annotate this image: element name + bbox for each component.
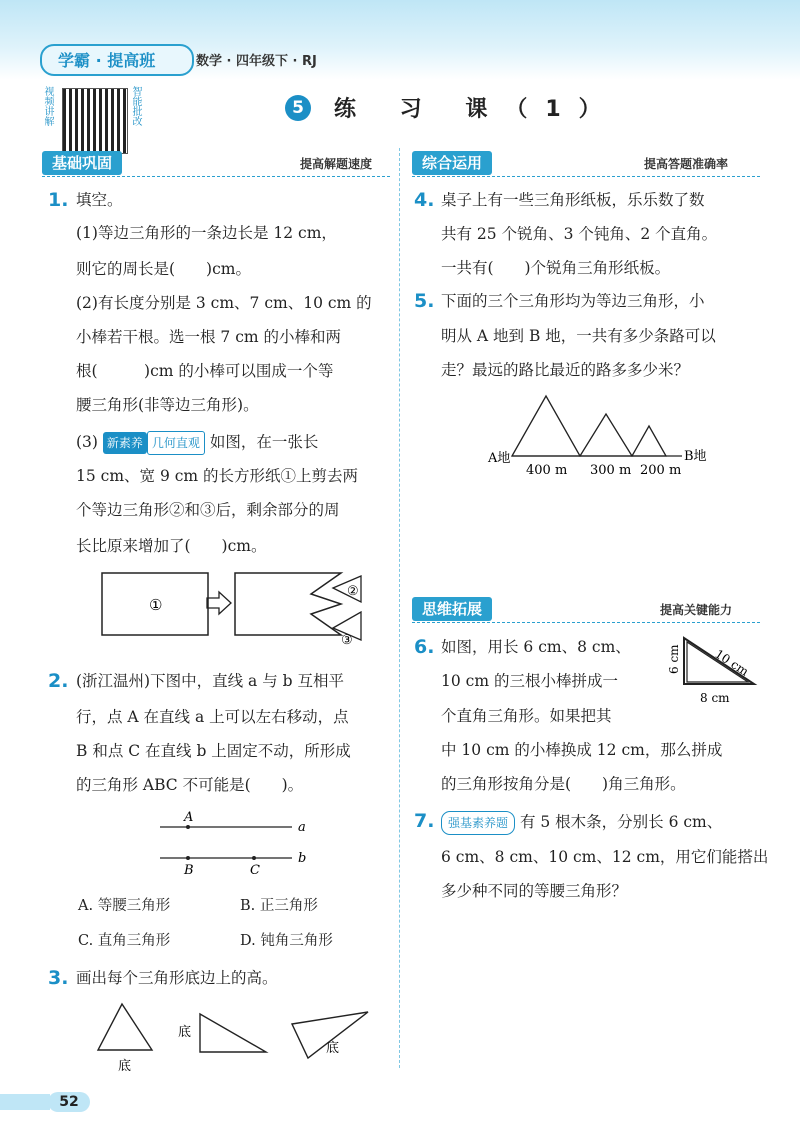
section-basic-label: 基础巩固 — [42, 151, 122, 175]
triangle-200 — [632, 426, 666, 456]
question-4-line: 共有 25 个锐角、3 个钝角、2 个直角。 — [441, 225, 718, 243]
question-1-line: 填空。 — [76, 191, 123, 209]
question-3-text: 画出每个三角形底边上的高。 — [76, 969, 278, 987]
lesson-number-badge: 5 — [285, 95, 311, 121]
question-1-line: 腰三角形(非等边三角形)。 — [76, 396, 259, 414]
qr-left-label: 视频讲解 — [42, 86, 53, 126]
question-7-first-text: 有 5 根木条，分别长 6 cm、 — [515, 813, 723, 831]
triangle-300 — [580, 414, 632, 456]
question-2-line: 的三角形 ABC 不可能是( )。 — [76, 776, 304, 794]
question-6-line: 中 10 cm 的小棒换成 12 cm，那么拼成 — [441, 741, 723, 759]
question-1-line: (2)有长度分别是 3 cm、7 cm、10 cm 的 — [76, 294, 372, 312]
part3-after: 如图，在一张长 — [209, 433, 319, 451]
question-7-number: 7. — [414, 810, 435, 832]
question-7-line: 6 cm、8 cm、10 cm、12 cm，用它们能搭出 — [441, 848, 769, 866]
label-a: a — [298, 820, 306, 835]
tag-geometry-intuition: 几何直观 — [147, 431, 205, 455]
section-extend-rule — [412, 622, 760, 623]
question-1-figure — [95, 568, 385, 650]
question-2-line: 行，点 A 在直线 a 上可以左右移动，点 — [76, 708, 349, 726]
triangle-400 — [512, 396, 580, 456]
section-basic-rule — [42, 176, 390, 177]
label-200: 200 m — [640, 463, 682, 478]
question-2-line: B 和点 C 在直线 b 上固定不动，所形成 — [76, 742, 351, 760]
label-A: A — [184, 810, 194, 825]
question-4-line: 桌子上有一些三角形纸板，乐乐数了数 — [441, 191, 705, 209]
option-d[interactable]: D. 钝角三角形 — [240, 933, 333, 949]
base-label-2: 底 — [178, 1025, 192, 1040]
point-C — [252, 856, 256, 860]
qr-code-icon[interactable] — [62, 88, 128, 154]
subject-label: 数学 · 四年级下 · RJ — [196, 54, 317, 69]
option-c[interactable]: C. 直角三角形 — [78, 933, 171, 949]
question-5-figure — [486, 392, 726, 484]
question-5-line: 走？最远的路比最近的路多多少米？ — [441, 361, 690, 379]
point-A — [186, 825, 190, 829]
question-6-line: 10 cm 的三根小棒拼成一 — [441, 672, 618, 690]
section-applied-subtitle: 提高答题准确率 — [644, 157, 729, 171]
option-b[interactable]: B. 正三角形 — [240, 898, 318, 914]
lesson-title: 练 习 课（1） — [334, 97, 619, 122]
question-7-first-line — [441, 811, 722, 835]
column-divider — [399, 148, 400, 1068]
label-400: 400 m — [526, 463, 568, 478]
triangle-acute — [98, 1004, 152, 1050]
question-7-line: 多少种不同的等腰三角形？ — [441, 882, 628, 900]
question-3-number: 3. — [48, 967, 69, 989]
option-a[interactable]: A. 等腰三角形 — [78, 898, 171, 914]
qr-right-label: 智能批改 — [130, 86, 141, 126]
tag-strong-foundation: 强基素养题 — [441, 811, 515, 835]
label-side: 6 cm — [667, 644, 681, 674]
label-b: b — [298, 851, 307, 866]
label-start: A地 — [488, 451, 511, 466]
question-6-figure — [660, 630, 770, 708]
question-2-line: (浙江温州)下图中，直线 a 与 b 互相平 — [76, 672, 344, 690]
question-6-line: 如图，用长 6 cm、8 cm、 — [441, 638, 631, 656]
question-1-part3-intro — [76, 431, 318, 455]
question-1-line: 15 cm、宽 9 cm 的长方形纸①上剪去两 — [76, 467, 359, 485]
question-6-line: 的三角形按角分是( )角三角形。 — [441, 775, 686, 793]
tag-new-literacy: 新素养 — [103, 432, 147, 454]
question-2-number: 2. — [48, 670, 69, 692]
question-1-line: 则它的周长是( )cm。 — [76, 260, 251, 278]
base-label-1: 底 — [118, 1059, 132, 1074]
question-4-line: 一共有( )个锐角三角形纸板。 — [441, 259, 671, 277]
triangle-right — [200, 1014, 266, 1052]
cut-paper-shape — [235, 573, 341, 635]
label-bottom: 8 cm — [700, 691, 730, 705]
section-applied-rule — [412, 176, 760, 177]
part3-prefix: (3) — [76, 433, 98, 451]
question-6-number: 6. — [414, 636, 435, 658]
section-extend-subtitle: 提高关键能力 — [660, 603, 733, 617]
label-C: C — [250, 863, 260, 877]
section-applied-label: 综合运用 — [412, 151, 492, 175]
question-2-figure — [150, 805, 320, 877]
question-3-figure — [92, 1000, 382, 1078]
label-1: ① — [149, 596, 163, 614]
section-basic-subtitle: 提高解题速度 — [300, 157, 373, 171]
page-number: 52 — [48, 1092, 90, 1112]
label-end: B地 — [684, 449, 707, 464]
label-hyp: 10 cm — [712, 646, 752, 679]
label-300: 300 m — [590, 463, 632, 478]
label-2: ② — [347, 584, 359, 599]
base-label-3: 底 — [326, 1041, 340, 1056]
question-1-line: 根( )cm 的小棒可以围成一个等 — [76, 362, 334, 380]
question-5-line: 明从 A 地到 B 地，一共有多少条路可以 — [441, 327, 716, 345]
brand-label: 学霸 · 提高班 — [58, 51, 156, 70]
label-B: B — [184, 863, 194, 877]
question-1-line: 长比原来增加了( )cm。 — [76, 537, 267, 555]
question-4-number: 4. — [414, 189, 435, 211]
question-5-line: 下面的三个三角形均为等边三角形，小 — [441, 292, 705, 310]
label-3: ③ — [341, 633, 353, 648]
section-extend-label: 思维拓展 — [412, 597, 492, 621]
question-1-line: (1)等边三角形的一条边长是 12 cm， — [76, 224, 337, 242]
question-1-line: 小棒若干根。选一根 7 cm 的小棒和两 — [76, 328, 342, 346]
question-6-line: 个直角三角形。如果把其 — [441, 707, 612, 725]
question-1-number: 1. — [48, 189, 69, 211]
question-5-number: 5. — [414, 290, 435, 312]
question-1-line: 个等边三角形②和③后，剩余部分的周 — [76, 501, 340, 519]
page-tab — [0, 1094, 50, 1110]
arrow-right-icon — [207, 592, 231, 614]
point-B — [186, 856, 190, 860]
